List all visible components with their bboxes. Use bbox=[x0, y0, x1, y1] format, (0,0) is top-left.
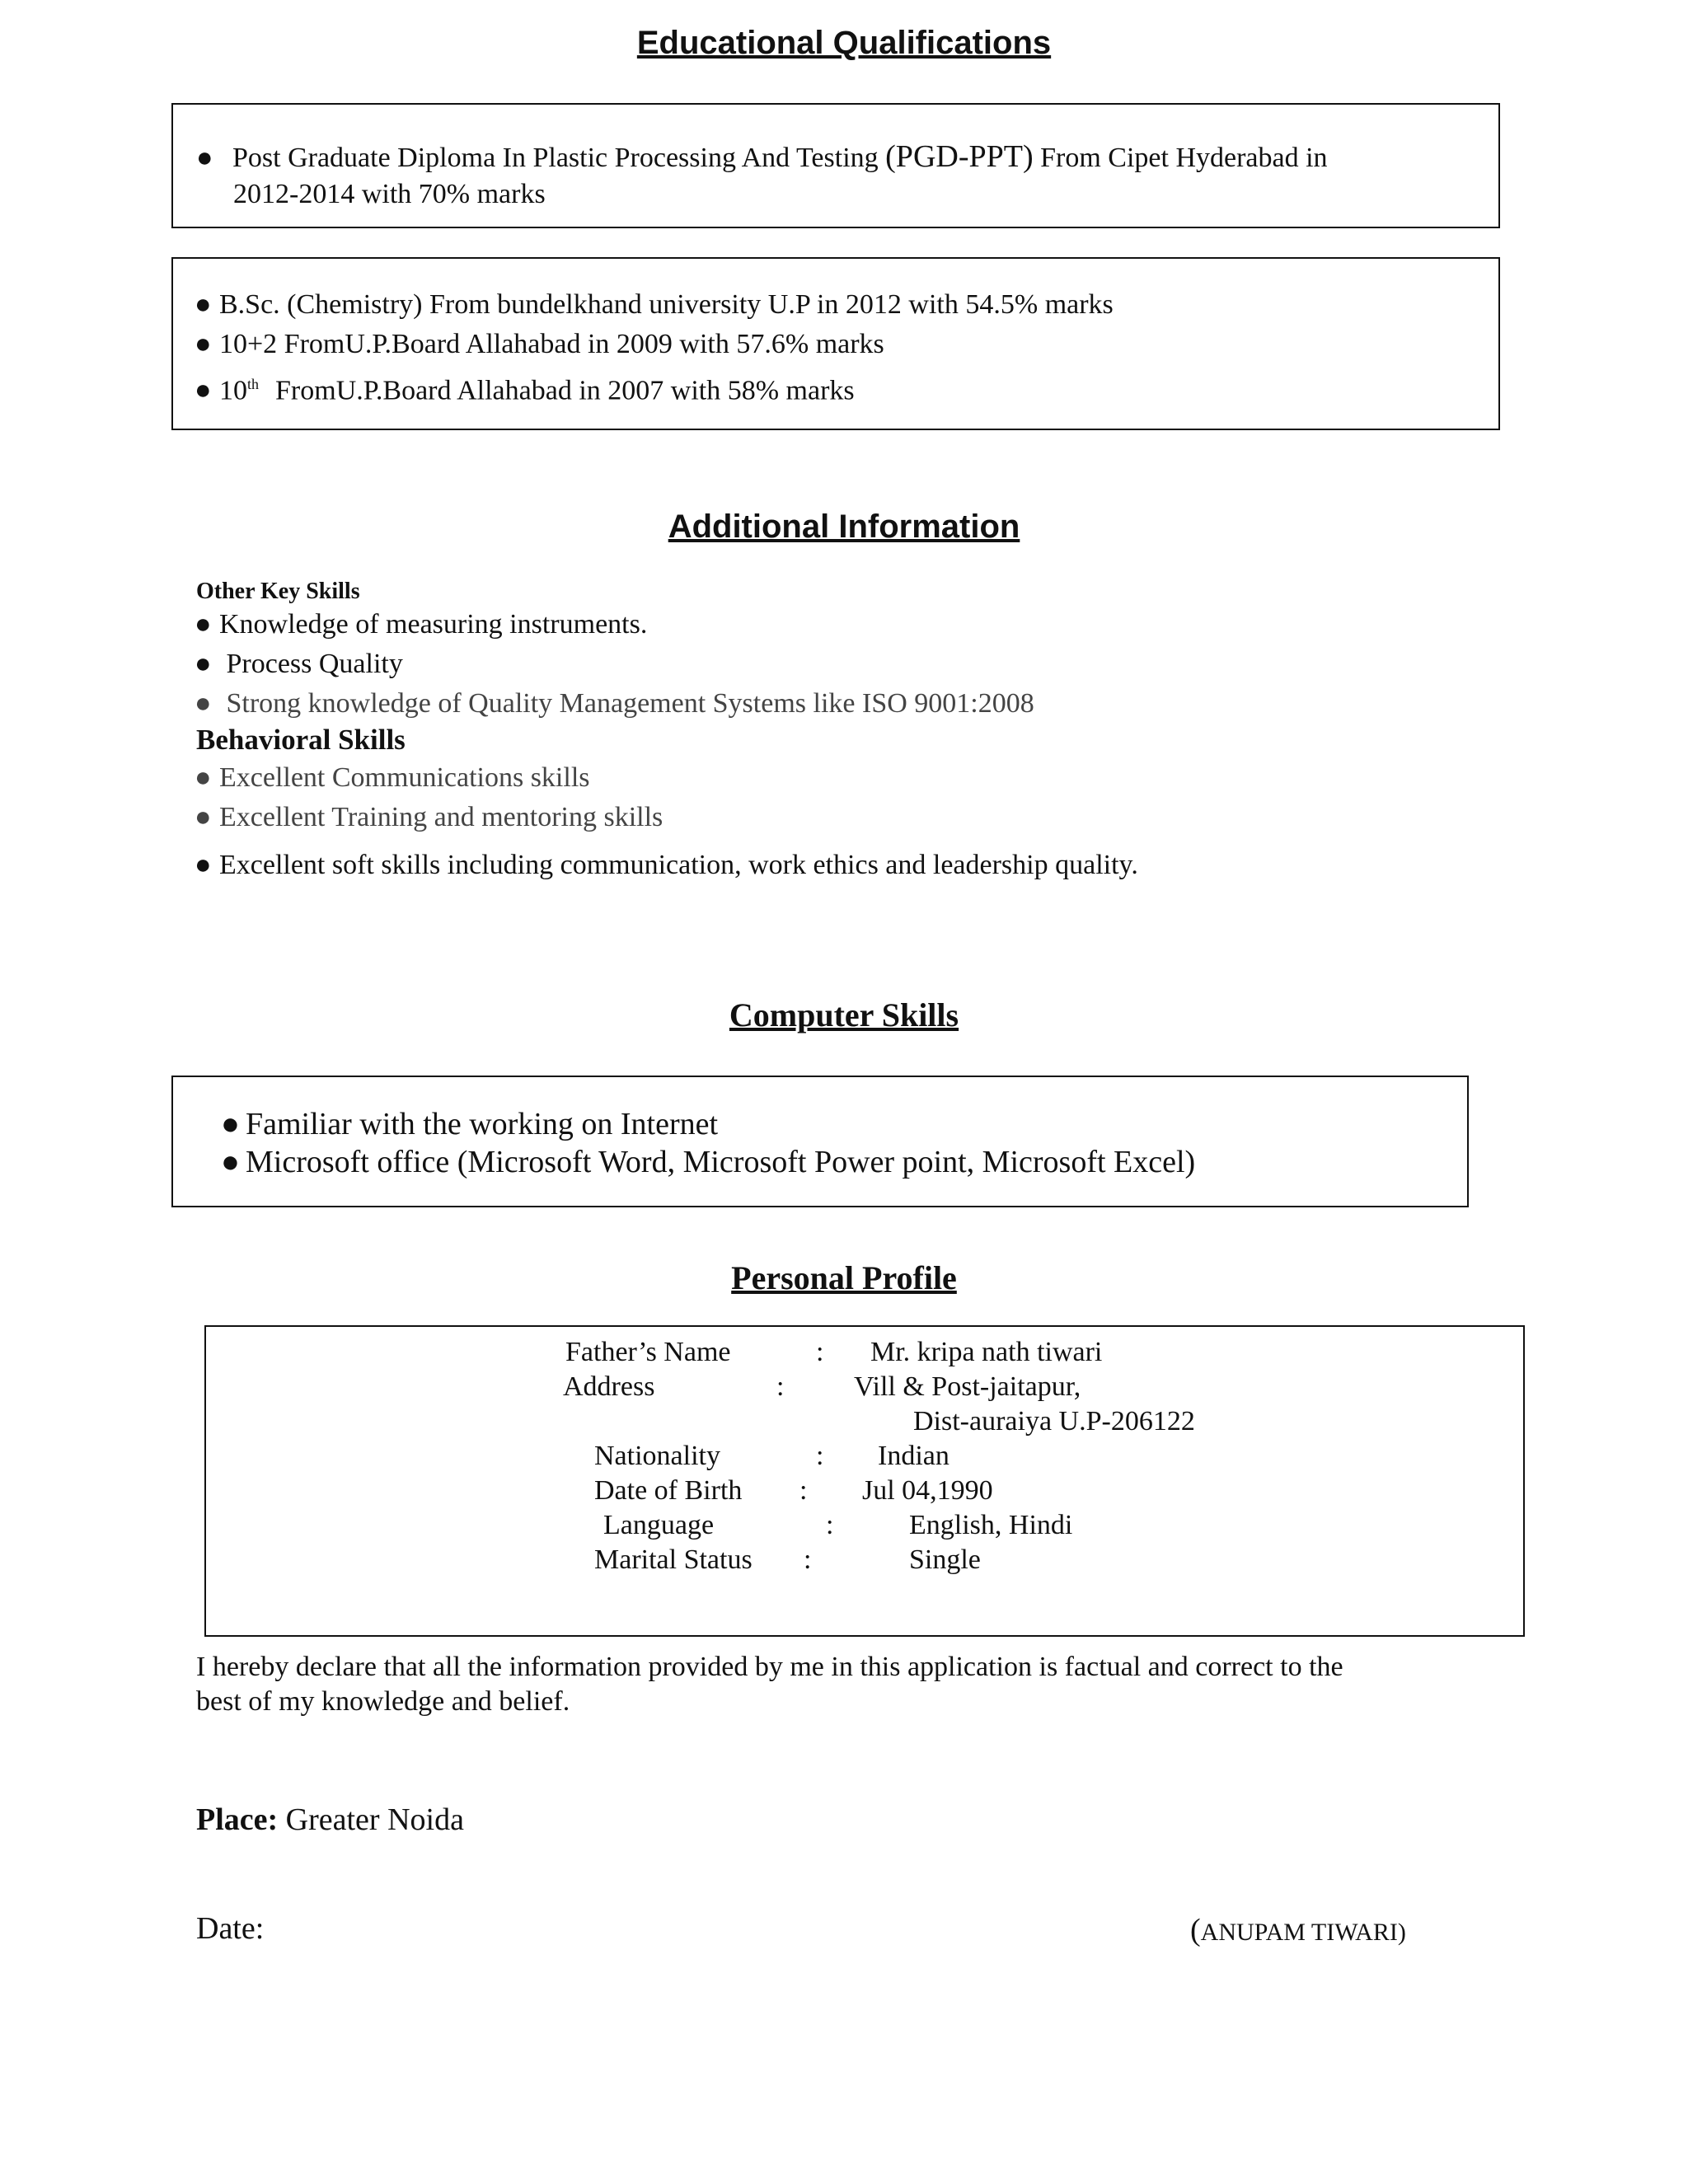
signature: (ANUPAM TIWARI) bbox=[1190, 1913, 1406, 1947]
address-label: Address bbox=[563, 1371, 655, 1402]
address-line2: Dist-auraiya U.P-206122 bbox=[913, 1406, 1195, 1436]
computer-item: ● Microsoft office (Microsoft Word, Microsoft Power point, Microsoft Excel) bbox=[221, 1145, 1196, 1179]
bullet-icon: ● bbox=[195, 289, 212, 320]
bullet-icon: ● bbox=[195, 649, 212, 679]
education-item: ● 10+2 FromU.P.Board Allahabad in 2009 with 57.6% marks bbox=[195, 329, 884, 359]
declaration-line1: I hereby declare that all the information provided by me in this application is factual and correct to the bbox=[196, 1652, 1343, 1682]
bullet-icon: ● bbox=[221, 1107, 240, 1141]
marital-label: Marital Status bbox=[594, 1544, 753, 1575]
language-label: Language bbox=[603, 1510, 715, 1540]
pg-diploma-line2: 2012-2014 with 70% marks bbox=[233, 179, 546, 209]
pg-diploma-line1: ● Post Graduate Diploma In Plastic Processing And Testing (PGD-PPT) From Cipet Hyderabad in bbox=[196, 139, 1328, 174]
date-label: Date: bbox=[196, 1911, 265, 1946]
bullet-icon: ● bbox=[195, 688, 212, 719]
bullet-icon: ● bbox=[195, 802, 212, 832]
fathers-name-value: Mr. kripa nath tiwari bbox=[870, 1337, 1103, 1367]
behavioral-item: ● Excellent soft skills including communication, work ethics and leadership quality. bbox=[195, 850, 1138, 880]
computer-item: ● Familiar with the working on Internet bbox=[221, 1107, 719, 1141]
bullet-icon: ● bbox=[221, 1145, 240, 1179]
education-item: ● 10th FromU.P.Board Allahabad in 2007 with 58% marks bbox=[195, 375, 855, 406]
nationality-value: Indian bbox=[878, 1441, 950, 1471]
place-value: Greater Noida bbox=[278, 1802, 464, 1837]
colon: : bbox=[776, 1371, 785, 1402]
fathers-name-label: Father’s Name bbox=[565, 1337, 731, 1367]
computer-title: Computer Skills bbox=[729, 996, 959, 1033]
place-label: Place: bbox=[196, 1802, 279, 1837]
additional-title: Additional Information bbox=[668, 509, 1020, 545]
marital-value: Single bbox=[909, 1544, 981, 1575]
bullet-icon: ● bbox=[195, 375, 212, 406]
behavioral-item: ● Excellent Training and mentoring skills bbox=[195, 802, 663, 832]
place-line bbox=[196, 1802, 464, 1838]
profile-title: Personal Profile bbox=[731, 1259, 957, 1296]
key-skill-item: ● Strong knowledge of Quality Management Systems like ISO 9001:2008 bbox=[195, 688, 1034, 719]
behavioral-label: Behavioral Skills bbox=[196, 724, 406, 756]
bullet-icon: ● bbox=[195, 762, 212, 793]
education-item: ● B.Sc. (Chemistry) From bundelkhand university U.P in 2012 with 54.5% marks bbox=[195, 289, 1114, 320]
key-skills-label: Other Key Skills bbox=[196, 579, 360, 604]
computer-box bbox=[171, 1076, 1469, 1207]
language-value: English, Hindi bbox=[909, 1510, 1073, 1540]
nationality-label: Nationality bbox=[594, 1441, 720, 1471]
colon: : bbox=[826, 1510, 834, 1540]
colon: : bbox=[816, 1337, 824, 1367]
colon: : bbox=[804, 1544, 812, 1575]
dob-value: Jul 04,1990 bbox=[862, 1475, 993, 1506]
behavioral-item: ● Excellent Communications skills bbox=[195, 762, 590, 793]
bullet-icon: ● bbox=[195, 609, 212, 640]
dob-label: Date of Birth bbox=[594, 1475, 743, 1506]
education-title: Educational Qualifications bbox=[636, 25, 1052, 61]
bullet-icon: ● bbox=[196, 143, 213, 173]
address-line1: Vill & Post-jaitapur, bbox=[854, 1371, 1081, 1402]
colon: : bbox=[816, 1441, 824, 1471]
bullet-icon: ● bbox=[195, 329, 212, 359]
colon: : bbox=[799, 1475, 808, 1506]
key-skill-item: ● Process Quality bbox=[195, 649, 403, 679]
declaration-line2: best of my knowledge and belief. bbox=[196, 1686, 570, 1717]
key-skill-item: ● Knowledge of measuring instruments. bbox=[195, 609, 648, 640]
bullet-icon: ● bbox=[195, 850, 212, 880]
